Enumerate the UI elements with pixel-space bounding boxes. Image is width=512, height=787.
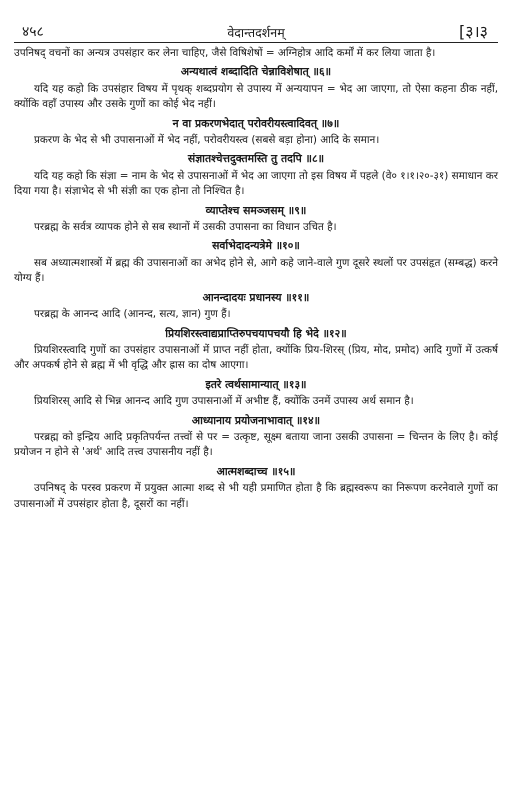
paragraph: उपनिषद् वचनों का अन्यत्र उपसंहार कर लेना चाहिए, जैसे विषिशेषों = अग्निहोत्र आदि कर्मों में कर लिया जाता है।	[14, 47, 436, 59]
paragraph: परब्रह्म के सर्वत्र व्यापक होने से सब स्थानों में उसकी उपासना का विधान उचित है।	[34, 221, 337, 234]
sutra-heading: अन्यथात्वं शब्दादिति चेन्नाविशेषात् ॥६॥	[180, 65, 332, 79]
paragraph: उपनिषद् के परस्व प्रकरण में प्रयुक्त आत्मा शब्द से भी यही प्रमाणित होता है कि ब्रह्मस्वरूप का निरूपण करनेवाले गुणों का उपासनाओं में उपसंहार होता है, दूसरों का नहीं।	[14, 482, 498, 510]
section-marker: [३।३	[459, 22, 488, 41]
paragraph: परब्रह्म को इन्द्रिय आदि प्रकृतिपर्यन्त तत्त्वों से पर = उत्कृष्ट, सूक्ष्म बताया जाना उसकी उपासना = चिन्तन के लिए है। कोई प्रयोजन न होने से 'अर्थ' आदि तत्त्व उपासनीय नहीं है।	[14, 430, 498, 459]
sutra-heading: संज्ञातश्चेत्तदुक्तमस्ति तु तदपि ॥८॥	[187, 152, 325, 166]
paragraph: प्रियशिरस्त्वादि गुणों का उपसंहार उपासनाओं में प्राप्त नहीं होता, क्योंकि प्रिय-शिरस् (प्रिय, मोद, प्रमोद) आदि गुणों में उत्कर्ष और अपकर्ष होने से ब्रह्म में भी वृद्धि और ह्रास का दोष आएगा।	[14, 343, 498, 372]
sutra-heading: इतरे त्वर्थसामान्यात् ॥१३॥	[205, 377, 307, 391]
paragraph: प्रियशिरस् आदि से भिन्न आनन्द आदि गुण उपासनाओं में अभीष्ट हैं, क्योंकि उनमें उपास्य अर्थ समान है।	[34, 395, 414, 408]
paragraph: सब अध्यात्मशास्त्रों में ब्रह्म की उपासनाओं का अभेद होने से, आगे कहे जाने-वाले गुण दूसरे स्थलों पर उपसंहृत (सम्बद्ध) करने योग्य हैं।	[14, 256, 498, 285]
sutra-heading: सर्वाभेदादन्यत्रेमे ॥१०॥	[212, 239, 300, 253]
paragraph: परब्रह्म के आनन्द आदि (आनन्द, सत्य, ज्ञान) गुण हैं।	[34, 308, 231, 321]
paragraph: प्रकरण के भेद से भी उपासनाओं में भेद नहीं, परोवरीयस्त्व (सबसे बड़ा होना) आदि के समान।	[34, 134, 380, 147]
sutra-heading: प्रियशिरस्त्वाद्यप्राप्तिरुपचयापचयौ हि भेदे ॥१२॥	[165, 326, 347, 340]
page-header	[18, 18, 494, 42]
sutra-heading: आनन्दादयः प्रधानस्य ॥११॥	[202, 290, 310, 304]
running-title: वेदान्तदर्शनम्	[227, 25, 285, 40]
page-body	[14, 46, 498, 513]
sutra-heading: आध्यानाय प्रयोजनाभावात् ॥१४॥	[191, 413, 321, 427]
header-rule	[14, 42, 498, 43]
paragraph: यदि यह कहो कि उपसंहार विषय में पृथक् शब्दप्रयोग से उपास्य में अन्ययापन = भेद आ जाएगा, तो ऐसा कहना ठीक नहीं, क्योंकि वहाँ उपास्य और उसके गुणों का कोई भेद नहीं।	[14, 82, 498, 111]
sutra-heading: न वा प्रकरणभेदात् परोवरीयस्त्वादिवत् ॥७॥	[172, 116, 340, 130]
sutra-heading: व्याप्तेश्च समञ्जसम् ॥९॥	[205, 203, 307, 217]
page-number: ४५८	[22, 24, 44, 40]
sutra-heading: आत्मशब्दाच्च ॥१५॥	[216, 464, 296, 478]
paragraph: यदि यह कहो कि संज्ञा = नाम के भेद से उपासनाओं में भेद आ जाएगा तो इस विषय में पहले (वे० १।१।२०-३१) समाधान कर दिया गया है। संज्ञाभेद से भी संज्ञी का एक होना तो निश्चित है।	[14, 169, 498, 198]
